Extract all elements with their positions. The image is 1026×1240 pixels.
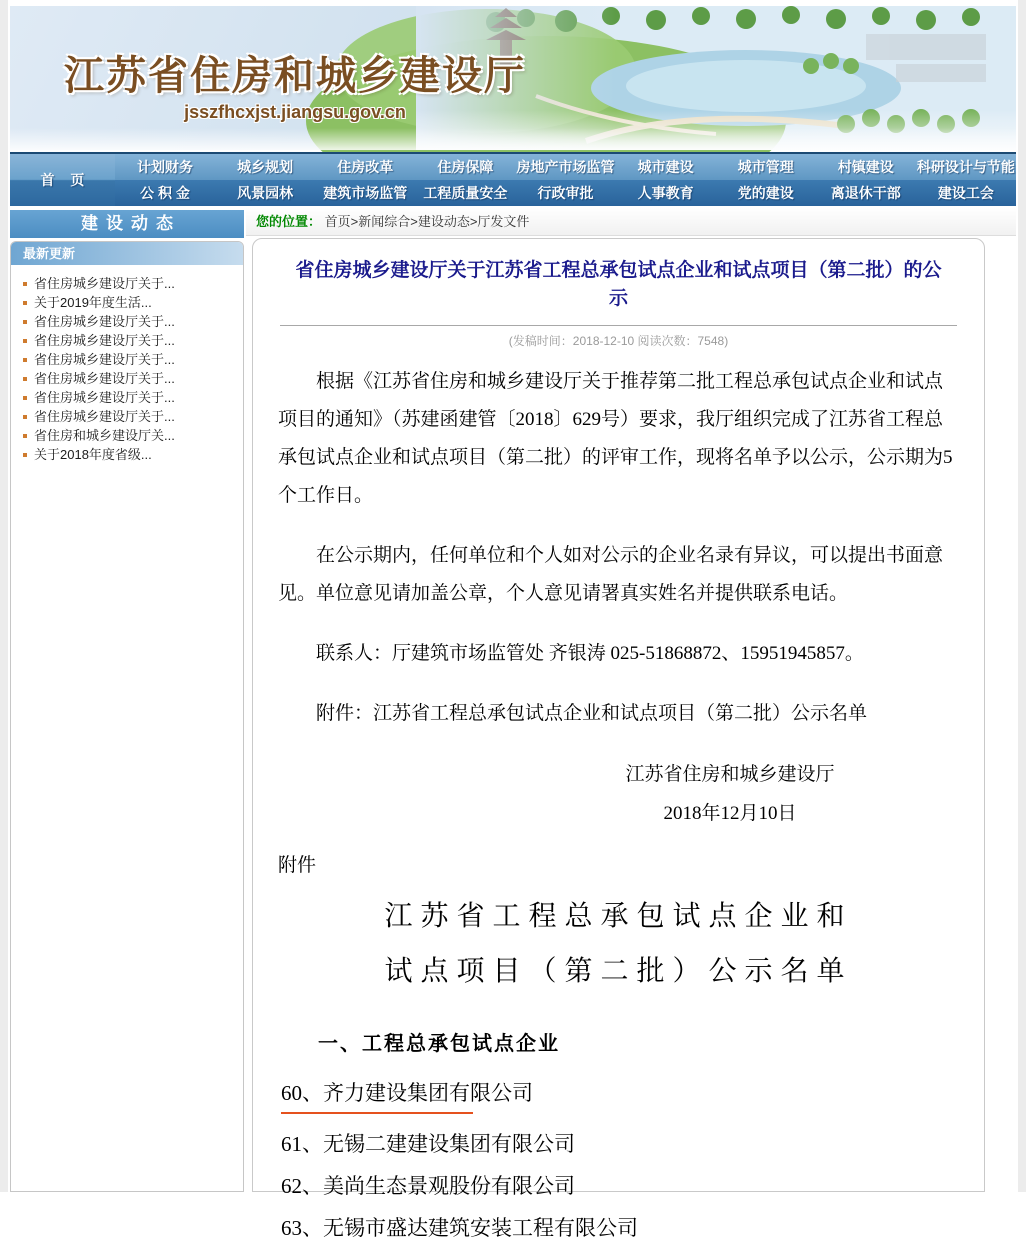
bullet-icon (23, 396, 27, 400)
section-heading: 一、工程总承包试点企业 (318, 1033, 560, 1055)
site-title: 江苏省住房和城乡建设厅 (64, 54, 526, 98)
article-title: 省住房城乡建设厅关于江苏省工程总承包试点企业和试点项目（第二批）的公示 (295, 260, 942, 309)
sidebar-item-label: 省住房和城乡建设厅关... (34, 428, 175, 443)
sidebar-item[interactable] (17, 274, 237, 293)
sidebar-item[interactable] (17, 293, 237, 312)
sidebar-item[interactable] (17, 407, 237, 426)
site-url: jsszfhcxjst.jiangsu.gov.cn (184, 102, 406, 122)
nav-item-home[interactable]: 首 页 (10, 154, 115, 206)
sidebar-item-label: 省住房城乡建设厅关于... (34, 314, 175, 329)
company-item: 61、无锡二建建设集团有限公司 (281, 1132, 575, 1156)
bullet-icon (23, 415, 27, 419)
nav-item[interactable]: 城乡规划 (237, 159, 294, 175)
nav-item[interactable]: 行政审批 (537, 185, 594, 201)
nav-item[interactable]: 村镇建设 (837, 159, 894, 175)
nav-item[interactable]: 党的建设 (737, 185, 794, 201)
attachment-title (278, 889, 959, 999)
bullet-icon (23, 282, 27, 286)
paragraph: 在公示期内，任何单位和个人如对公示的企业名录有异议，可以提出书面意见。单位意见请加盖公章，个人意见请署真实姓名并提供联系电话。 (278, 545, 944, 604)
attachment-line: 附件：江苏省工程总承包试点企业和试点项目（第二批）公示名单 (316, 703, 868, 724)
bullet-icon (23, 453, 27, 457)
main-nav (10, 152, 1016, 206)
sidebar-panel (10, 241, 244, 1192)
breadcrumb-path[interactable]: 首页>新闻综合>建设动态>厅发文件 (324, 214, 530, 229)
nav-item[interactable]: 工程质量安全 (423, 185, 508, 201)
company-name: 60、齐力建设集团有限公司 (281, 1081, 533, 1105)
breadcrumb (246, 208, 1016, 236)
sidebar-item[interactable] (17, 312, 237, 331)
nav-item[interactable]: 离退休干部 (830, 185, 901, 201)
sidebar-item-label: 省住房城乡建设厅关于... (34, 371, 175, 386)
breadcrumb-label: 您的位置： (256, 214, 322, 229)
title-divider (280, 325, 957, 326)
sidebar-item-label: 省住房城乡建设厅关于... (34, 409, 175, 424)
contact-line: 联系人：厅建筑市场监管处 齐银涛 025-51868872、15951945857。 (316, 643, 864, 664)
article-panel (252, 238, 985, 1240)
sidebar-item[interactable] (17, 426, 237, 445)
site-banner (10, 6, 1016, 150)
sidebar-item-label: 省住房城乡建设厅关于... (34, 276, 175, 291)
bullet-icon (23, 320, 27, 324)
signature-block (501, 755, 959, 833)
nav-item[interactable]: 科研设计与节能 (916, 159, 1015, 175)
nav-row-1 (115, 154, 1016, 180)
sidebar-item-label: 省住房城乡建设厅关于... (34, 390, 175, 405)
bullet-icon (23, 434, 27, 438)
bullet-icon (23, 339, 27, 343)
nav-item[interactable]: 住房改革 (337, 159, 394, 175)
nav-item[interactable]: 房地产市场监管 (516, 159, 615, 175)
sidebar-item-label: 关于2019年度生活... (34, 295, 152, 310)
nav-rows (115, 154, 1016, 206)
bullet-icon (23, 301, 27, 305)
nav-item[interactable]: 住房保障 (437, 159, 494, 175)
sidebar-item[interactable] (17, 445, 237, 464)
sidebar-list (11, 265, 243, 473)
nav-row-2 (115, 180, 1016, 206)
sidebar-title: 建设动态 (10, 210, 244, 238)
sidebar-subtitle: 最新更新 (11, 242, 243, 265)
paragraph: 根据《江苏省住房和城乡建设厅关于推荐第二批工程总承包试点企业和试点项目的通知》（苏建函建管〔2018〕629号）要求，我厅组织完成了江苏省工程总承包试点企业和试点项目（第二批）的评审工作，现将名单予以公示，公示期为5个工作日。 (278, 371, 953, 506)
signature-date: 2018年12月10日 (663, 803, 797, 824)
nav-item[interactable]: 城市管理 (737, 159, 794, 175)
bullet-icon (23, 377, 27, 381)
signature-org: 江苏省住房和城乡建设厅 (625, 764, 835, 785)
nav-item[interactable]: 建设工会 (937, 185, 994, 201)
page-right-margin (1018, 0, 1026, 1192)
sidebar-item[interactable] (17, 369, 237, 388)
sidebar-item[interactable] (17, 331, 237, 350)
page-left-margin (0, 0, 8, 1192)
article-body (278, 363, 959, 1240)
attachment-label: 附件 (278, 855, 317, 876)
sidebar-item-label: 省住房城乡建设厅关于... (34, 333, 175, 348)
attachment-title-line2: 试点项目（第二批）公示名单 (384, 956, 853, 987)
nav-item[interactable]: 人事教育 (637, 185, 694, 201)
nav-item[interactable]: 计划财务 (137, 159, 194, 175)
nav-item[interactable]: 公 积 金 (140, 185, 190, 201)
company-item: 62、美尚生态景观股份有限公司 (281, 1174, 575, 1198)
sidebar-item-label: 关于2018年度省级... (34, 447, 152, 462)
attachment-title-line1: 江苏省工程总承包试点企业和 (384, 901, 853, 932)
article-meta: (发稿时间：2018-12-10 阅读次数：7548) (508, 334, 729, 348)
sidebar-item[interactable] (17, 350, 237, 369)
highlight-underline (281, 1112, 473, 1114)
nav-item[interactable]: 风景园林 (237, 185, 294, 201)
company-item: 63、无锡市盛达建筑安装工程有限公司 (281, 1216, 638, 1240)
nav-item[interactable]: 建筑市场监管 (323, 185, 408, 201)
company-item (281, 1081, 959, 1114)
bullet-icon (23, 358, 27, 362)
nav-item[interactable]: 城市建设 (637, 159, 694, 175)
sidebar-item[interactable] (17, 388, 237, 407)
sidebar-item-label: 省住房城乡建设厅关于... (34, 352, 175, 367)
